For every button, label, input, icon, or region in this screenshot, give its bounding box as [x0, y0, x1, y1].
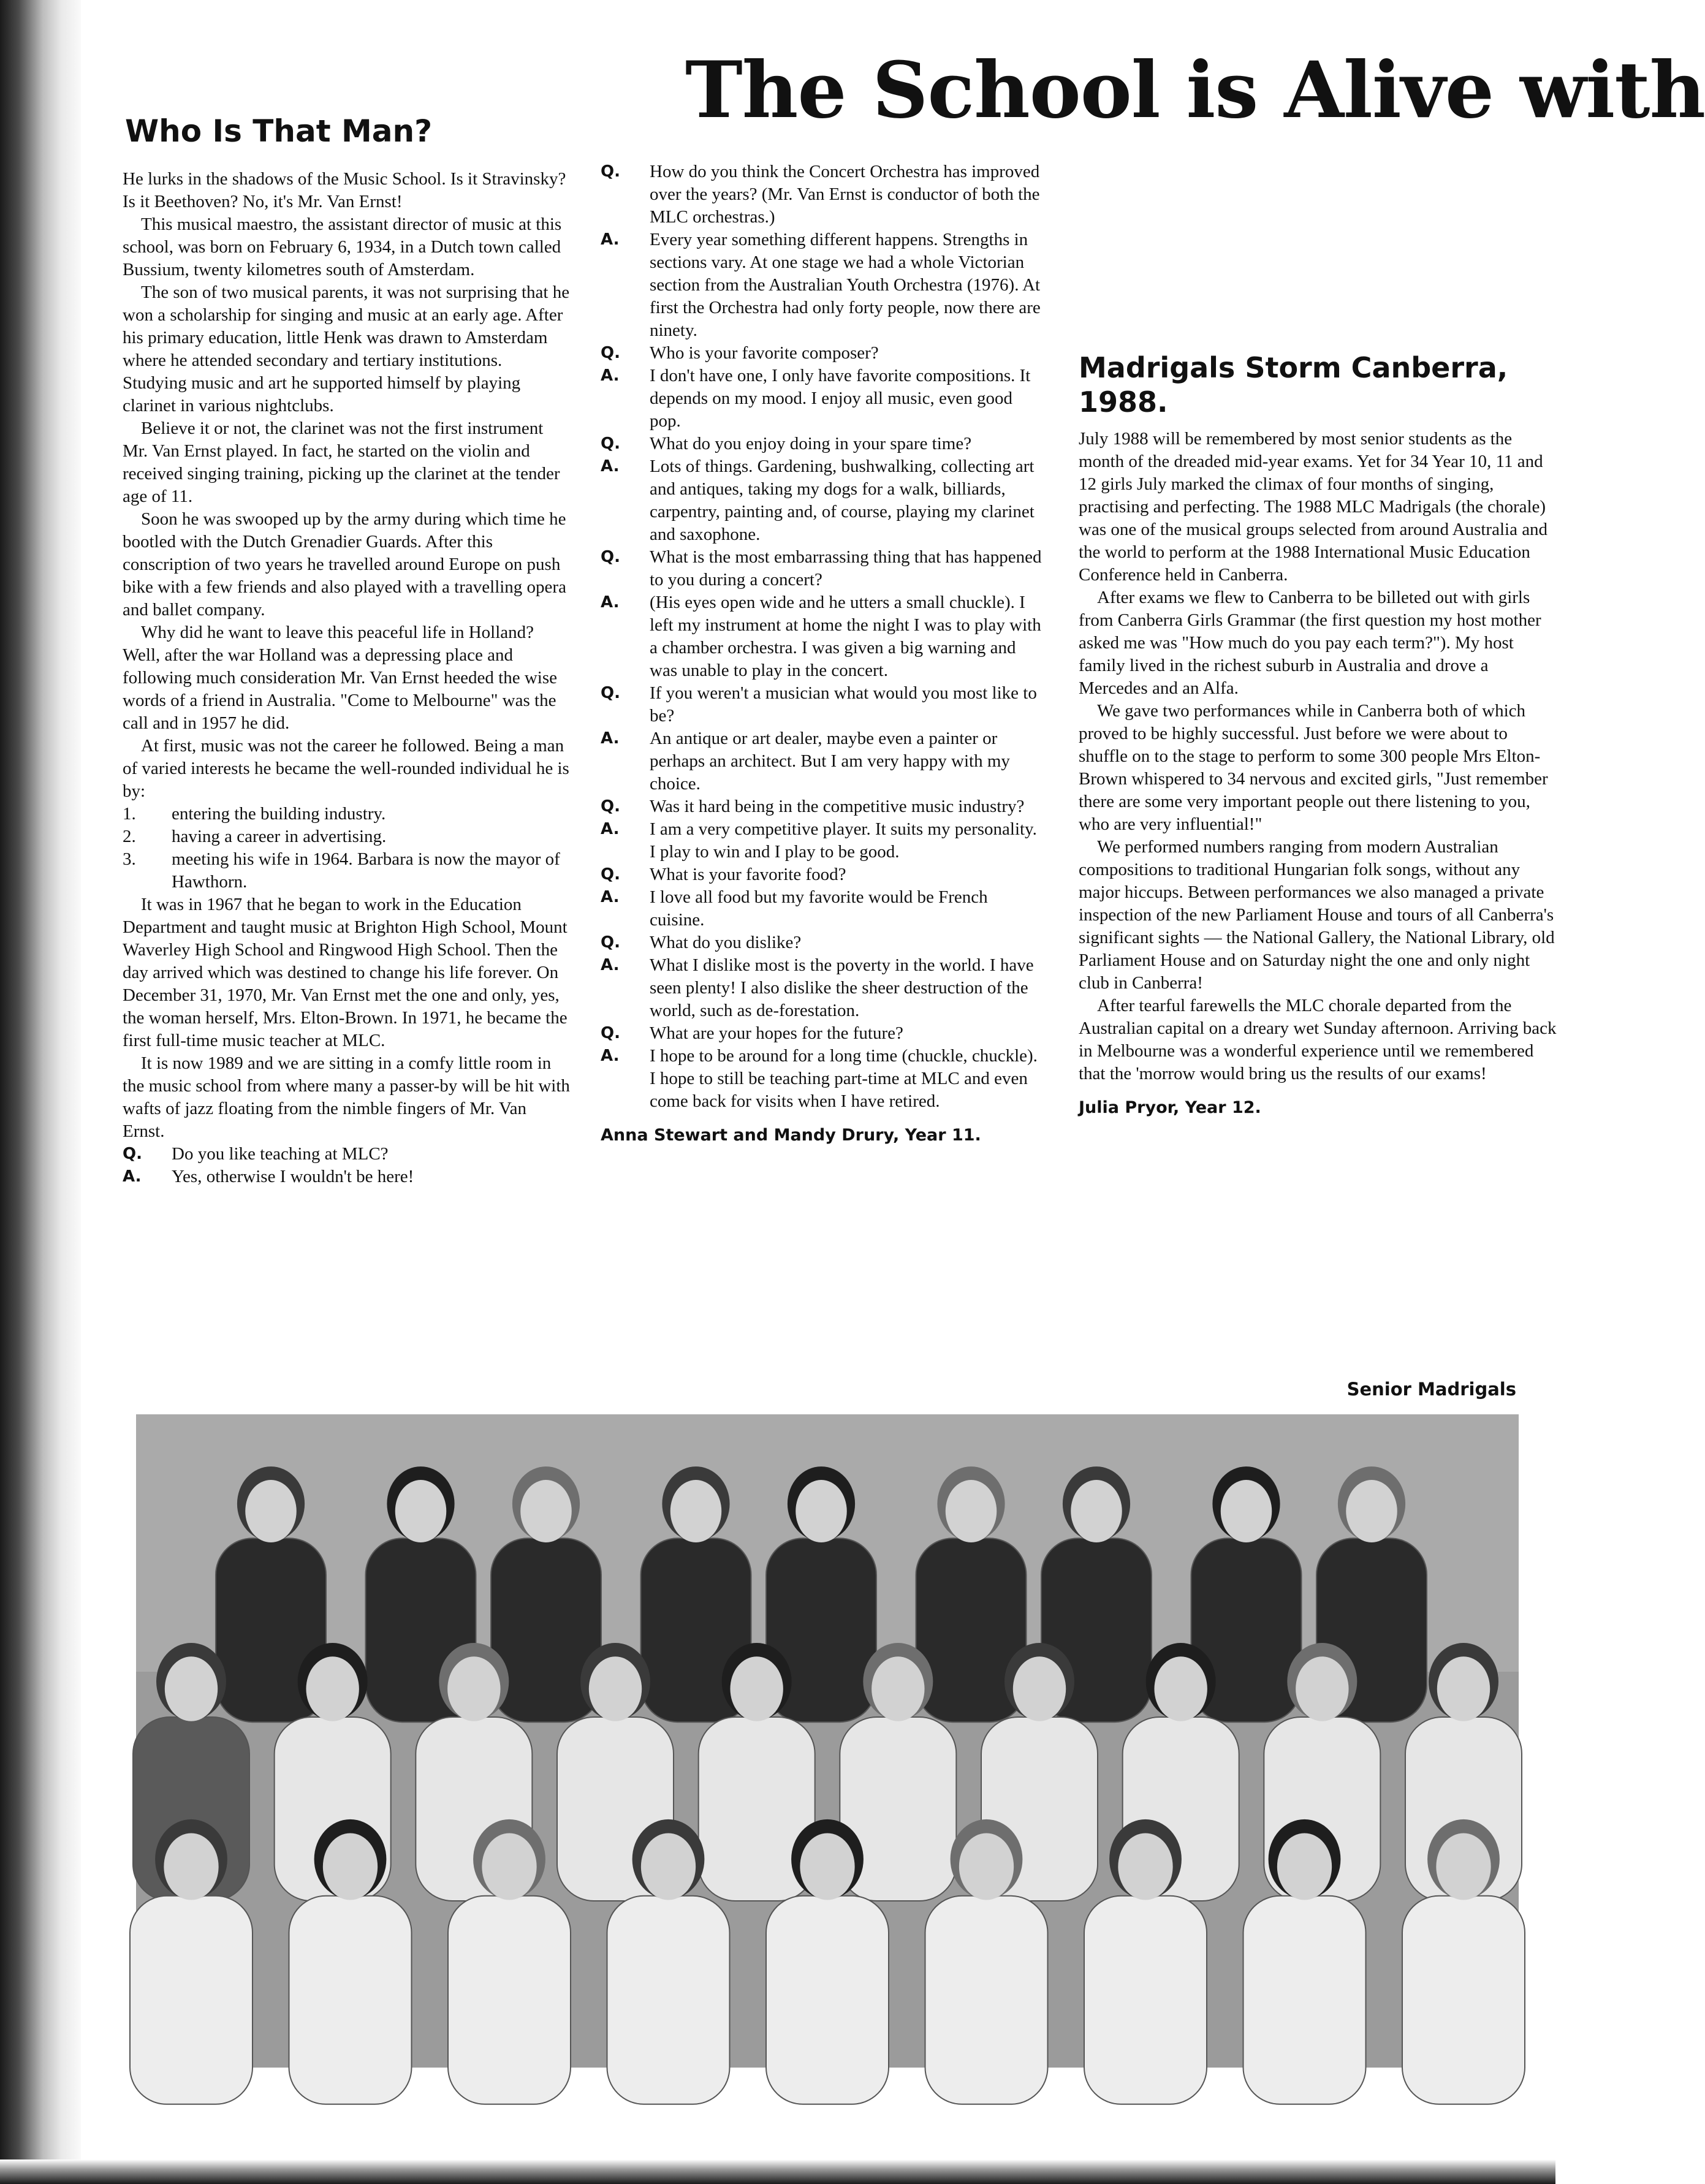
numbered-list [123, 803, 570, 893]
member-face [1154, 1656, 1207, 1721]
paragraph: This musical maestro, the assistant director of music at this school, was born on February 6, 1934, in a Dutch town called Bussium, twenty kilometres south of Amsterdam. [123, 214, 562, 279]
answer-tag: A. [123, 1167, 142, 1186]
qa-item [601, 886, 1042, 931]
qa-item [601, 954, 1042, 1022]
answer-text: An antique or art dealer, maybe even a painter or perhaps an architect. But I am very happy with my choice. [650, 729, 1010, 794]
answer-tag: A. [601, 956, 620, 974]
member-face [1013, 1656, 1066, 1721]
group-photo-illustration [136, 1414, 1519, 2068]
answer-text: (His eyes open wide and he utters a small chuckle). I left my instrument at home the night I was to play with a chamber orchestra. I was given a big warning and was unable to play in the concert. [650, 593, 1041, 680]
question-text: What do you dislike? [650, 933, 802, 952]
interview-column [601, 161, 1042, 1147]
member-face [323, 1833, 378, 1900]
qa-item [601, 342, 1042, 365]
question-tag: Q. [601, 548, 620, 566]
qa-list [123, 1143, 570, 1188]
member-body [925, 1896, 1048, 2104]
member-face [1346, 1480, 1397, 1542]
member-face [395, 1480, 447, 1542]
qa-item [601, 931, 1042, 954]
page-spine-shadow [0, 0, 81, 2184]
answer-tag: A. [601, 1047, 620, 1065]
article-title: Madrigals Storm Canberra, 1988. [1079, 351, 1508, 419]
paragraph: Believe it or not, the clarinet was not the first instrument Mr. Van Ernst played. In fact, he started on the violin and received singing training, picking up the clarinet at the tender age of 11. [123, 419, 560, 506]
list-item [123, 825, 570, 848]
answer-text: I love all food but my favorite would be French cuisine. [650, 887, 988, 930]
question-text: What do you enjoy doing in your spare time? [650, 434, 972, 453]
list-text: having a career in advertising. [172, 827, 387, 846]
member-face [447, 1656, 500, 1721]
answer-text: Every year something different happens. Strengths in sections vary. At one stage we had a whole Victorian section from the Australian Youth Orchestra (1976). At first the Orchestra had only forty people, now there are ninety. [650, 230, 1041, 340]
member-face [1221, 1480, 1272, 1542]
member-face [1118, 1833, 1172, 1900]
qa-item [601, 727, 1042, 795]
paragraph: Why did he want to leave this peaceful life in Holland? Well, after the war Holland was a depressing place and following much consideration Mr. Van Ernst heeded the wise words of a friend in Australia. "Come to Melbourne" was the call and in 1957 he did. [123, 623, 558, 733]
member-face [165, 1656, 218, 1721]
article-byline: Anna Stewart and Mandy Drury, Year 11. [601, 1126, 981, 1145]
member-body [130, 1896, 253, 2104]
question-tag: Q. [601, 162, 620, 181]
member-body [1084, 1896, 1207, 2104]
answer-text: I hope to be around for a long time (chuckle, chuckle). I hope to still be teaching part-time at MLC and even come back for visits when I have retired. [650, 1046, 1038, 1111]
list-number: 3. [123, 849, 136, 869]
member-face [871, 1656, 924, 1721]
list-text: meeting his wife in 1964. Barbara is now the mayor of Hawthorn. [172, 849, 560, 892]
question-text: What is your favorite food? [650, 865, 846, 884]
member-face [306, 1656, 359, 1721]
question-tag: Q. [601, 434, 620, 453]
question-tag: Q. [601, 344, 620, 362]
member-face [1277, 1833, 1332, 1900]
paragraph: Soon he was swooped up by the army during which time he bootled with the Dutch Grenadier Guards. After this conscription of two years he travelled around Europe on push bike with a few friends and also played with a travelling opera and ballet company. [123, 509, 566, 620]
member-face [670, 1480, 722, 1542]
list-number: 1. [123, 804, 136, 824]
qa-item [601, 1022, 1042, 1045]
question-tag: Q. [601, 797, 620, 816]
question-text: What are your hopes for the future? [650, 1023, 903, 1043]
answer-tag: A. [601, 729, 620, 748]
qa-item [601, 863, 1042, 886]
question-tag: Q. [601, 684, 620, 702]
qa-item [601, 591, 1042, 682]
paragraph: It was in 1967 that he began to work in the Education Department and taught music at Brighton High School, Mount Waverley High School and Ringwood High School. Then the day arrived which was destined to change his life forever. On December 31, 1970, Mr. Van Ernst met the one and only, yes, the woman herself, Mrs. Elton-Brown. In 1971, he became the first full-time music teacher at MLC. [123, 895, 568, 1050]
list-item [123, 848, 570, 893]
group-photo [136, 1414, 1519, 2068]
list-number: 2. [123, 827, 136, 846]
member-body [448, 1896, 571, 2104]
photo-caption: Senior Madrigals [1346, 1379, 1516, 1400]
member-body [289, 1896, 412, 2104]
question-text: How do you think the Concert Orchestra has improved over the years? (Mr. Van Ernst is conductor of both the MLC orchestras.) [650, 162, 1040, 227]
member-body [607, 1896, 730, 2104]
qa-item [601, 818, 1042, 863]
answer-tag: A. [601, 820, 620, 838]
member-face [164, 1833, 218, 1900]
paragraph: We gave two performances while in Canberra both of which proved to be highly successful. Just before we were about to shuffle on to the stage to perform to some 300 people Mrs Elton-Brown whispered to 34 nervous and excited girls, "Just remember there are some very important people out there listening to you, who are very influential!" [1079, 701, 1548, 834]
answer-tag: A. [601, 888, 620, 906]
paragraph: After exams we flew to Canberra to be billeted out with girls from Canberra Girls Grammar (the first question my host mother asked me was "How much do you pay each term?"). My host family lived in the richest suburb in Australia and drove a Mercedes and an Alfa. [1079, 588, 1541, 698]
member-face [1296, 1656, 1348, 1721]
member-face [1436, 1833, 1490, 1900]
list-text: entering the building industry. [172, 804, 386, 824]
article-title: Who Is That Man? [125, 113, 433, 149]
member-face [796, 1480, 847, 1542]
member-face [589, 1656, 642, 1721]
member-face [946, 1480, 997, 1542]
answer-text: Yes, otherwise I wouldn't be here! [172, 1167, 414, 1186]
qa-item [123, 1143, 570, 1166]
qa-item [601, 229, 1042, 342]
qa-item [123, 1166, 570, 1188]
question-tag: Q. [601, 1024, 620, 1042]
answer-text: I don't have one, I only have favorite compositions. It depends on my mood. I enjoy all music, even good pop. [650, 366, 1031, 431]
list-item [123, 803, 570, 825]
paragraph: It is now 1989 and we are sitting in a comfy little room in the music school from where many a passer-by will be hit with wafts of jazz floating from the nimble fingers of Mr. Van Ernst. [123, 1053, 570, 1141]
question-text: If you weren't a musician what would you most like to be? [650, 683, 1037, 726]
paragraph: At first, music was not the career he followed. Being a man of varied interests he became the well-rounded individual he is by: [123, 736, 569, 801]
member-face [482, 1833, 536, 1900]
answer-tag: A. [601, 593, 620, 612]
qa-item [601, 795, 1042, 818]
question-text: Was it hard being in the competitive music industry? [650, 797, 1025, 816]
article-byline: Julia Pryor, Year 12. [1079, 1098, 1261, 1117]
page-headline: The School is Alive with [685, 45, 1705, 135]
member-face [800, 1833, 854, 1900]
paragraph: We performed numbers ranging from modern Australian compositions to traditional Hungarian folk songs, without any major hiccups. Between performances we also managed a private inspection of the new Parliament House and tours of all Canberra's significant sights — the National Gallery, the National Library, old Parliament House and on Saturday night the one and only night club in Canberra! [1079, 837, 1555, 993]
member-face [959, 1833, 1014, 1900]
qa-list [601, 161, 1042, 1113]
question-text: Do you like teaching at MLC? [172, 1144, 389, 1164]
answer-text: I am a very competitive player. It suits my personality. I play to win and I play to be good. [650, 819, 1037, 862]
paragraph: July 1988 will be remembered by most senior students as the month of the dreaded mid-year exams. Yet for 34 Year 10, 11 and 12 girls July marked the climax of four months of singing, practising and perfecting. The 1988 MLC Madrigals (the chorale) was one of the musical groups selected from around Australia and the world to perform at the 1988 International Music Education Conference held in Canberra. [1079, 429, 1548, 585]
paragraph: He lurks in the shadows of the Music School. Is it Stravinsky? Is it Beethoven? No, it's Mr. Van Ernst! [123, 169, 566, 211]
page-bottom-shadow [0, 2159, 1555, 2184]
article-madrigals [1079, 351, 1557, 1119]
qa-item [601, 161, 1042, 229]
qa-item [601, 546, 1042, 591]
question-text: Who is your favorite composer? [650, 343, 879, 363]
qa-item [601, 433, 1042, 455]
answer-tag: A. [601, 457, 620, 476]
member-face [245, 1480, 297, 1542]
article-who-is-that-man [123, 113, 570, 1188]
answer-tag: A. [601, 366, 620, 385]
member-face [730, 1656, 783, 1721]
answer-tag: A. [601, 230, 620, 249]
answer-text: Lots of things. Gardening, bushwalking, collecting art and antiques, taking my dogs for a walk, billiards, carpentry, painting and, of course, playing my clarinet and saxophone. [650, 457, 1035, 544]
paragraph: The son of two musical parents, it was not surprising that he won a scholarship for singing and music at an early age. After his primary education, little Henk was drawn to Amsterdam where he attended secondary and tertiary institutions. Studying music and art he supported himself by playing clarinet in various nightclubs. [123, 282, 570, 415]
question-tag: Q. [601, 865, 620, 884]
member-face [1071, 1480, 1122, 1542]
qa-item [601, 682, 1042, 727]
paragraph: After tearful farewells the MLC chorale departed from the Australian capital on a dreary wet Sunday afternoon. Arriving back in Melbourne was a wonderful experience until we remembered that the 'morrow would bring us the results of our exams! [1079, 996, 1557, 1083]
answer-text: What I dislike most is the poverty in the world. I have seen plenty! I also dislike the sheer destruction of the world, such as de-forestation. [650, 955, 1034, 1020]
qa-item [601, 455, 1042, 546]
qa-item [601, 1045, 1042, 1113]
member-face [520, 1480, 572, 1542]
member-body [766, 1896, 889, 2104]
member-face [1437, 1656, 1490, 1721]
member-body [1244, 1896, 1366, 2104]
question-tag: Q. [123, 1145, 142, 1163]
question-text: What is the most embarrassing thing that has happened to you during a concert? [650, 547, 1042, 590]
qa-item [601, 365, 1042, 433]
member-face [641, 1833, 696, 1900]
question-tag: Q. [601, 933, 620, 952]
member-body [1402, 1896, 1525, 2104]
